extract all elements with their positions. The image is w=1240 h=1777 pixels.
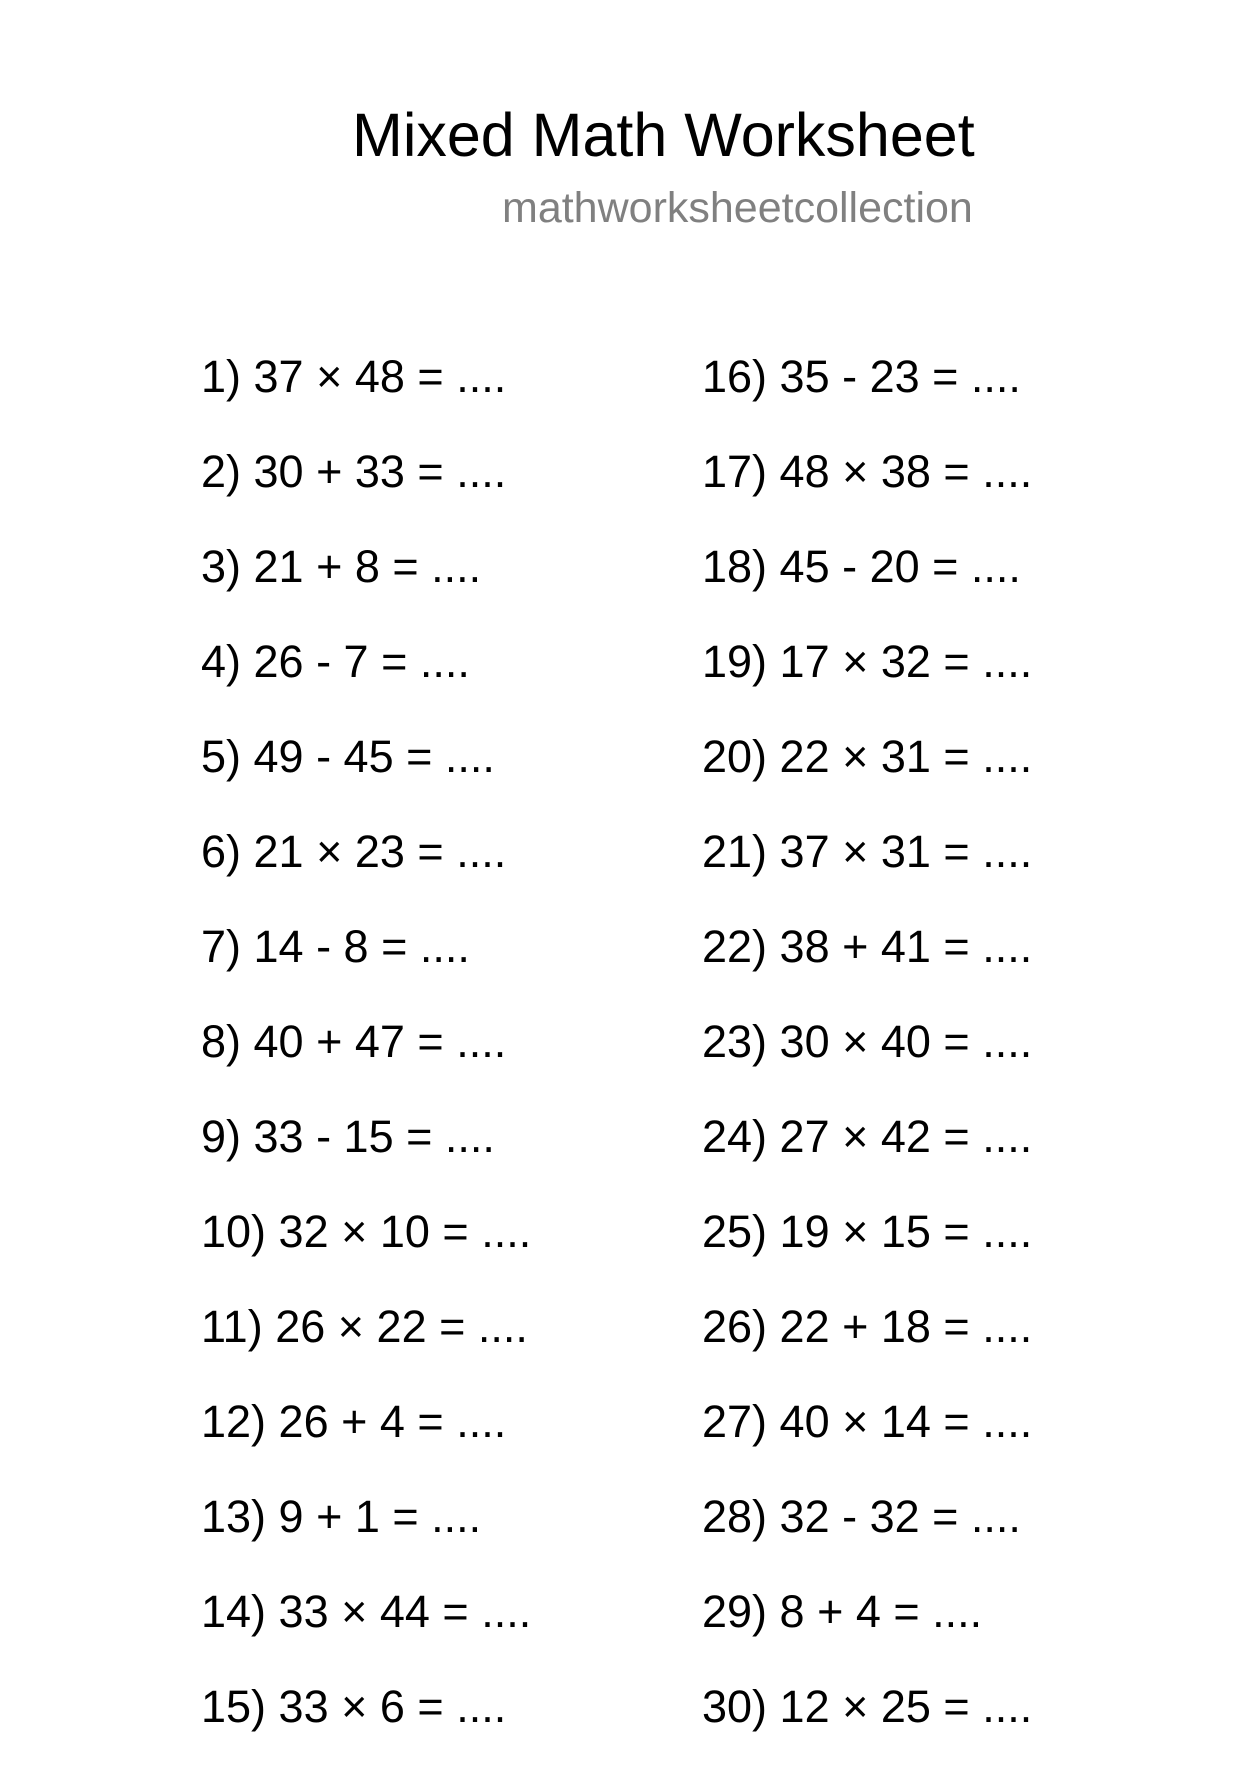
problem-column-right	[702, 352, 1032, 1777]
problem-1: 1) 37 × 48 = ....	[201, 351, 507, 402]
problem-12: 12) 26 + 4 = ....	[201, 1396, 507, 1447]
problem-26: 26) 22 + 18 = ....	[702, 1301, 1033, 1352]
problem-3: 3) 21 + 8 = ....	[201, 541, 482, 592]
problem-28: 28) 32 - 32 = ....	[702, 1491, 1021, 1542]
problem-11: 11) 26 × 22 = ....	[201, 1301, 528, 1352]
problem-6: 6) 21 × 23 = ....	[201, 826, 507, 877]
problem-4: 4) 26 - 7 = ....	[201, 636, 470, 687]
problem-25: 25) 19 × 15 = ....	[702, 1206, 1033, 1257]
problem-20: 20) 22 × 31 = ....	[702, 731, 1033, 782]
problem-17: 17) 48 × 38 = ....	[702, 446, 1033, 497]
problem-7: 7) 14 - 8 = ....	[201, 921, 470, 972]
problem-16: 16) 35 - 23 = ....	[702, 351, 1021, 402]
problem-9: 9) 33 - 15 = ....	[201, 1111, 495, 1162]
page-title: Mixed Math Worksheet	[352, 101, 975, 169]
problem-23: 23) 30 × 40 = ....	[702, 1016, 1033, 1067]
problem-10: 10) 32 × 10 = ....	[201, 1206, 532, 1257]
problem-column-left	[201, 352, 531, 1777]
problem-30: 30) 12 × 25 = ....	[702, 1681, 1033, 1732]
problem-21: 21) 37 × 31 = ....	[702, 826, 1033, 877]
problem-14: 14) 33 × 44 = ....	[201, 1586, 532, 1637]
problem-8: 8) 40 + 47 = ....	[201, 1016, 507, 1067]
page-subtitle: mathworksheetcollection	[502, 184, 973, 232]
problem-5: 5) 49 - 45 = ....	[201, 731, 495, 782]
problem-24: 24) 27 × 42 = ....	[702, 1111, 1033, 1162]
problem-2: 2) 30 + 33 = ....	[201, 446, 507, 497]
problem-27: 27) 40 × 14 = ....	[702, 1396, 1033, 1447]
problem-15: 15) 33 × 6 = ....	[201, 1681, 507, 1732]
problem-18: 18) 45 - 20 = ....	[702, 541, 1021, 592]
problem-29: 29) 8 + 4 = ....	[702, 1586, 983, 1637]
problem-19: 19) 17 × 32 = ....	[702, 636, 1033, 687]
problem-22: 22) 38 + 41 = ....	[702, 921, 1033, 972]
problem-13: 13) 9 + 1 = ....	[201, 1491, 482, 1542]
